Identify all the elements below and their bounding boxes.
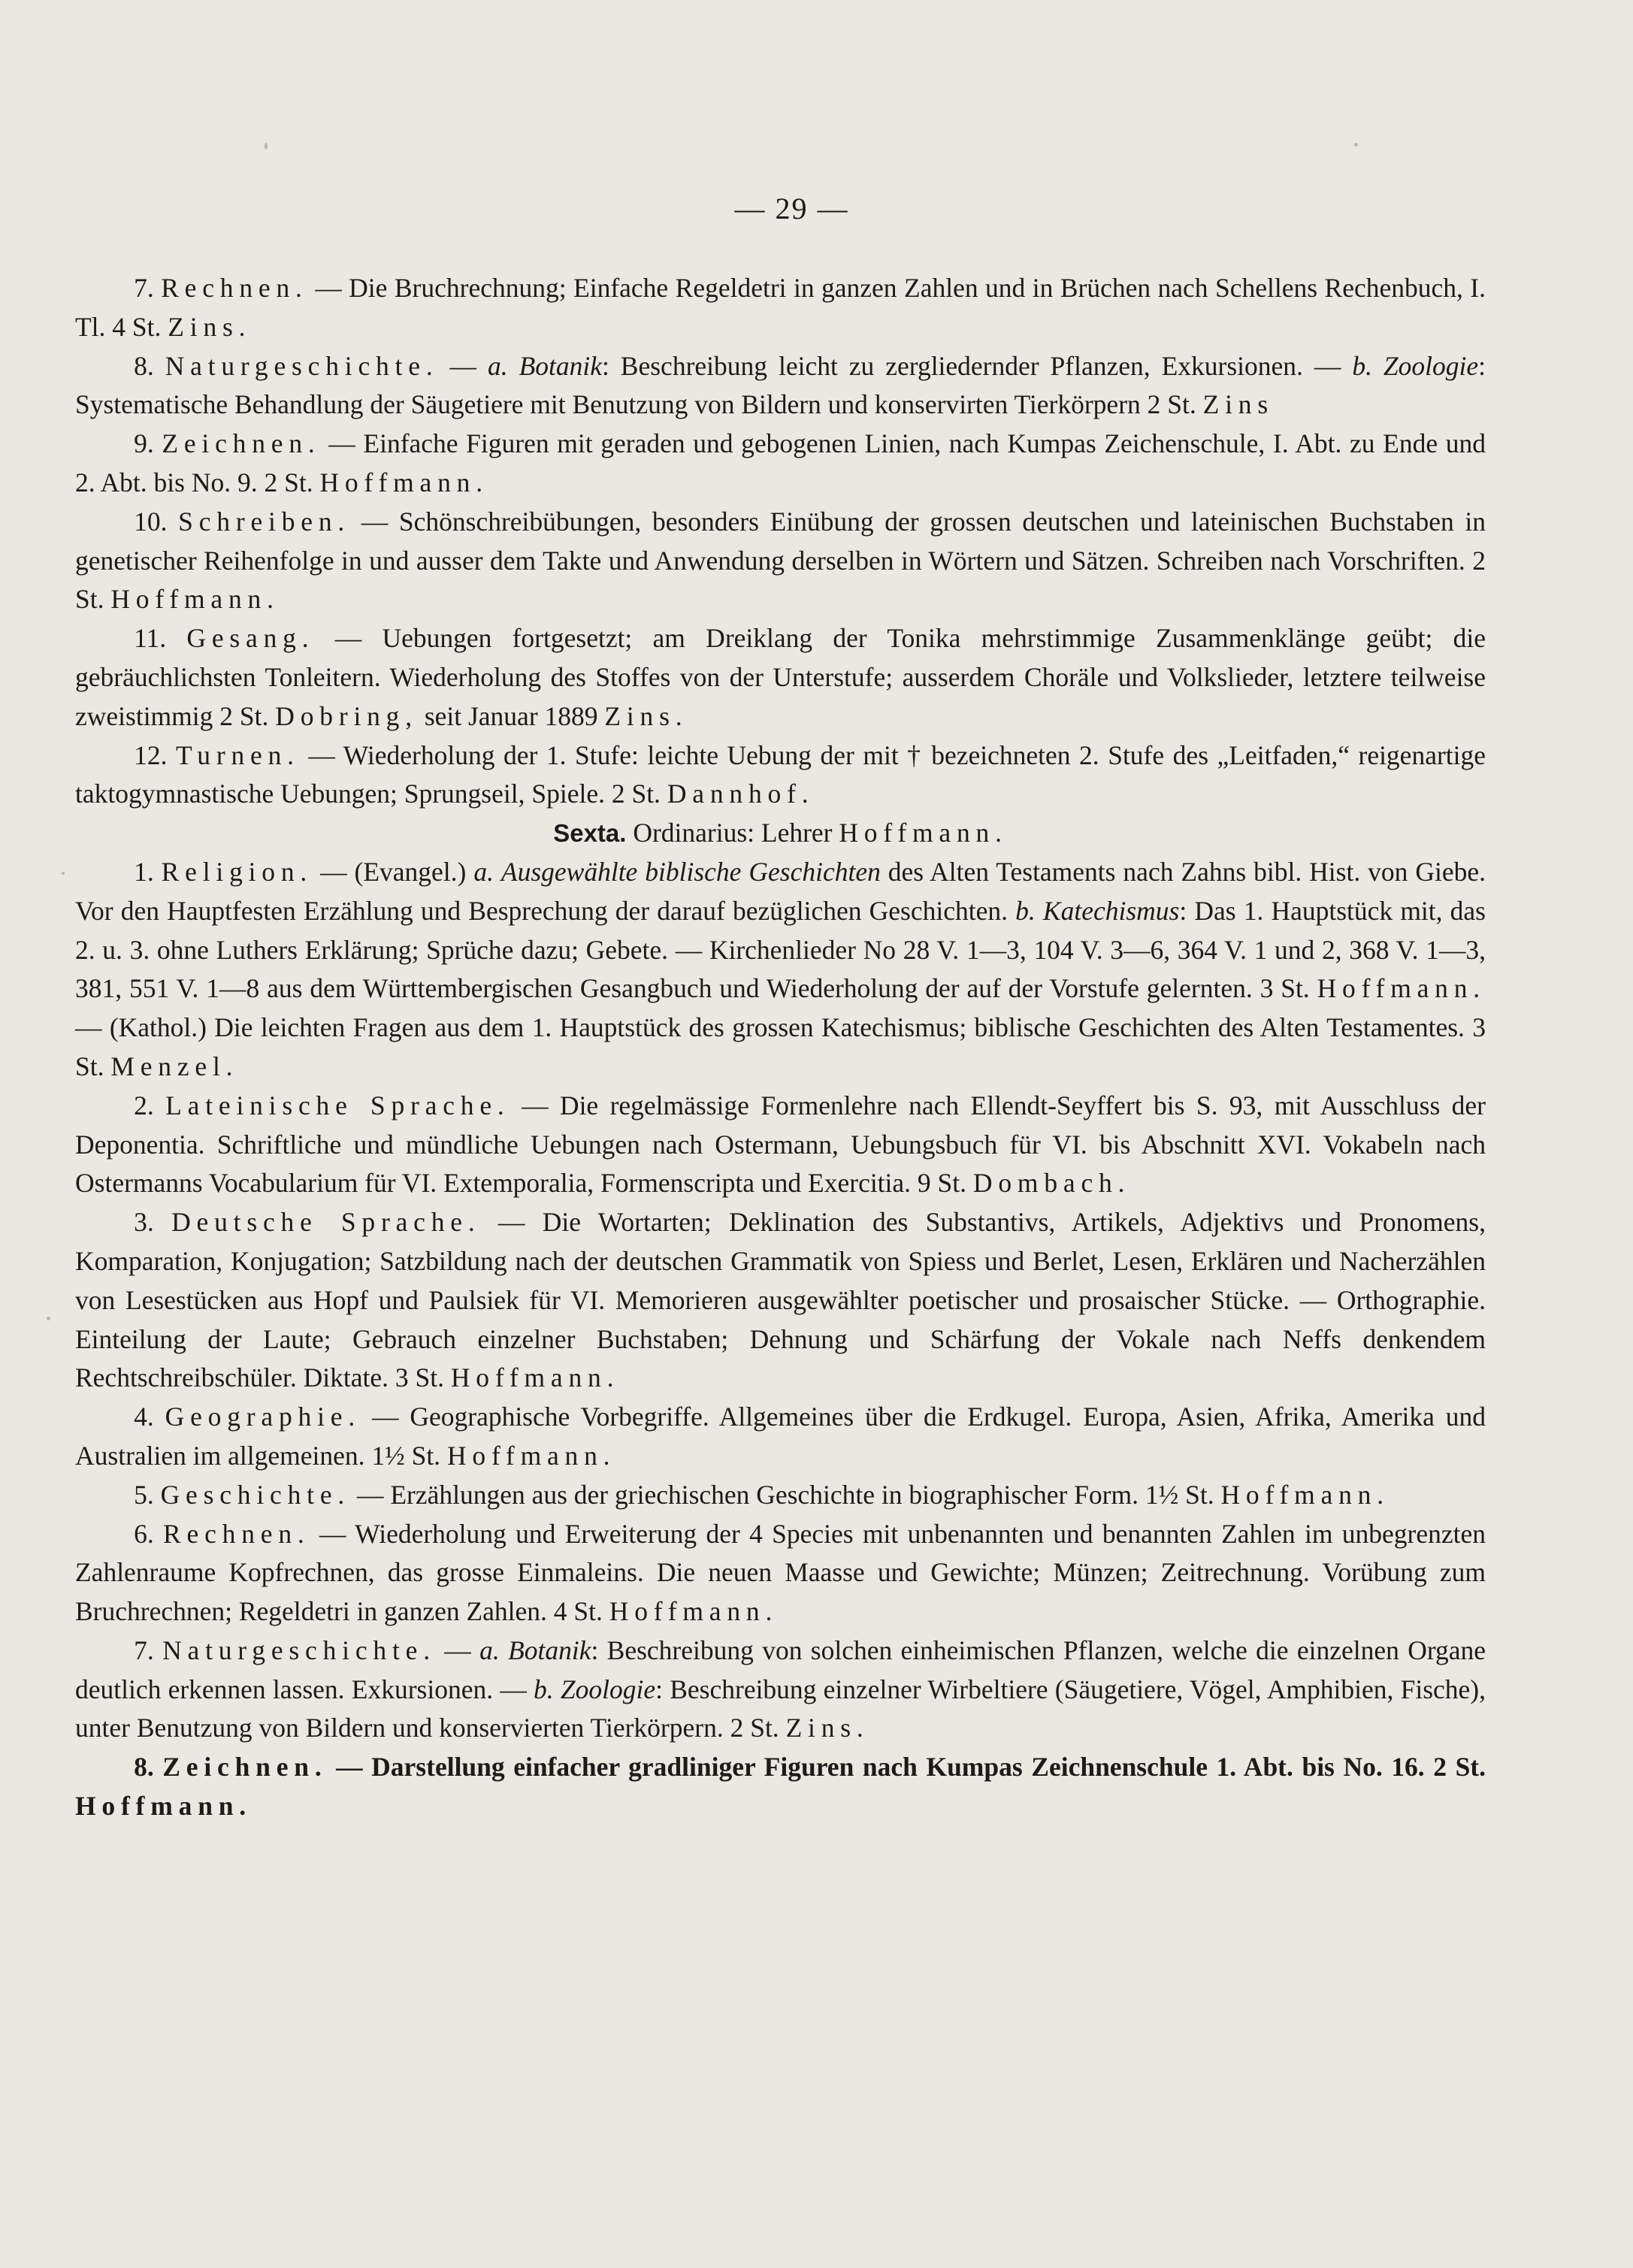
- scan-speck: [62, 872, 65, 875]
- subject-label: Zeichnen.: [162, 1752, 328, 1783]
- paragraph-turnen-1: 12. Turnen. — Wiederholung der 1. Stufe: leichte Uebung der mit † bezeichneten 2. Stufe des „Leitfaden,“ reigenartige taktogymnastische Uebungen; Sprungseil, Spiele. 2 St. Dannhof.: [75, 739, 1486, 809]
- teacher-name: Zins: [1202, 389, 1274, 420]
- teacher-name: Dombach.: [972, 1168, 1131, 1199]
- paragraph-geographie: 4. Geographie. — Geographische Vorbegriffe. Allgemeines über die Erdkugel. Europa, Asien, Afrika, Amerika und Australien im allgemeinen. 1½ St. Hoffmann.: [75, 1402, 1486, 1471]
- paragraph-latein: 2. Lateinische Sprache. — Die regelmässige Formenlehre nach Ellendt-Seyffert bis S. 93, mit Ausschluss der Deponentia. Schriftliche und mündliche Uebungen nach Ostermann, Uebungsbuch für VI. bis Abschnitt XVI. Vokabeln nach Ostermanns Vocabularium für VI. Extemporalia, Formenscripta und Exercitia. 9 St. Dombach.: [75, 1090, 1486, 1199]
- subject-label: Schreiben.: [178, 506, 351, 537]
- teacher-name: Hoffmann.: [450, 1362, 620, 1393]
- subject-label: Turnen.: [176, 739, 300, 770]
- teacher-name: Dannhof.: [667, 779, 815, 809]
- paragraph-rechnen-1: 7. Rechnen. — Die Bruchrechnung; Einfache Regeldetri in ganzen Zahlen und in Brüchen nach Schellens Rechenbuch, I. Tl. 4 St. Zins.: [75, 273, 1486, 342]
- paragraph-rechnen-2: 6. Rechnen. — Wiederholung und Erweiterung der 4 Species mit unbenannten und benannten Zahlen im unbegrenzten Zahlenraume Kopfrechnen, das grosse Einmaleins. Die neuen Maasse und Gewichte; Münzen; Zeitrechnung. Vorübung zum Bruchrechnen; Regeldetri in ganzen Zahlen. 4 St. Hoffmann.: [75, 1518, 1486, 1627]
- subject-label: Rechnen.: [161, 273, 308, 303]
- teacher-name: Zins.: [604, 700, 688, 731]
- paragraph-zeichnen-1: 9. Zeichnen. — Einfache Figuren mit geraden und gebogenen Linien, nach Kumpas Zeichenschule, I. Abt. zu Ende und 2. Abt. bis No. 9. 2 St. Hoffmann.: [75, 428, 1486, 497]
- subject-label: Geographie.: [165, 1402, 361, 1432]
- subject-label: Naturgeschichte.: [162, 1634, 436, 1665]
- paragraph-zeichnen-2: 8. Zeichnen. — Darstellung einfacher gradliniger Figuren nach Kumpas Zeichnenschule 1. Abt. bis No. 16. 2 St. Hoffmann.: [75, 1752, 1486, 1822]
- scan-speck: [47, 1317, 50, 1320]
- teacher-name: Menzel.: [110, 1051, 239, 1081]
- teacher-name: Hoffmann.: [446, 1440, 616, 1471]
- paragraph-religion: 1. Religion. — (Evangel.) a. Ausgewählte biblische Geschichten des Alten Testaments nach Zahns bibl. Hist. von Giebe. Vor den Hauptfesten Erzählung und Besprechung der darauf bezüglichen Geschichten. b. Katechismus: Das 1. Hauptstück mit, das 2. u. 3. ohne Luthers Erklärung; Sprüche dazu; Gebete. — Kirchenlieder No 28 V. 1—3, 104 V. 3—6, 364 V. 1 und 2, 368 V. 1—3, 381, 551 V. 1—8 aus dem Württembergischen Gesangbuch und Wiederholung der auf der Vorstufe gelernten. 3 St. Hoffmann. — (Kathol.) Die leichten Fragen aus dem 1. Hauptstück des grossen Katechismus; biblische Geschichten des Alten Testamentes. 3 St. Menzel.: [75, 856, 1486, 1081]
- paragraph-gesang-1: 11. Gesang. — Uebungen fortgesetzt; am Dreiklang der Tonika mehrstimmige Zusammenklänge geübt; die gebräuchlichsten Tonleitern. Wiederholung des Stoffes von der Unterstufe; ausserdem Choräle und Volkslieder, letztere teilweise zweistimmig 2 St. Dobring, seit Januar 1889 Zins.: [75, 623, 1486, 731]
- teacher-name: Hoffmann.: [319, 467, 488, 497]
- teacher-name: Hoffmann.: [1317, 973, 1486, 1004]
- section-heading-sexta: Sexta. Ordinarius: Lehrer Hoffmann.: [553, 818, 1008, 848]
- page-number: — 29 —: [734, 192, 849, 225]
- subject-label: Rechnen.: [163, 1518, 310, 1549]
- subject-label: Geschichte.: [160, 1479, 351, 1510]
- subject-label: Gesang.: [186, 623, 315, 654]
- teacher-name: Zins.: [785, 1713, 869, 1743]
- subject-label: Lateinische Sprache.: [165, 1090, 510, 1120]
- paragraph-deutsch: 3. Deutsche Sprache. — Die Wortarten; Deklination des Substantivs, Artikels, Adjektivs und Pronomens, Komparation, Konjugation; Satzbildung nach der deutschen Grammatik von Spiess und Berlet, Lesen, Erklären und Nacherzählen von Lesestücken aus Hopf und Paulsiek für VI. Memorieren ausgewählter poetischer und prosaischer Stücke. — Orthographie. Einteilung der Laute; Gebrauch einzelner Buchstaben; Dehnung und Schärfung der Vokale nach Neffs denkendem Rechtschreibschüler. Diktate. 3 St. Hoffmann.: [75, 1207, 1486, 1393]
- teacher-name: Hoffmann.: [110, 584, 280, 615]
- teacher-name: Dobring,: [275, 700, 418, 731]
- paragraph-naturgeschichte-2: 7. Naturgeschichte. — a. Botanik: Beschreibung von solchen einheimischen Pflanzen, welche die einzelnen Organe deutlich erkennen lassen. Exkursionen. — b. Zoologie: Beschreibung einzelner Wirbeltiere (Säugetiere, Vögel, Amphibien, Fische), unter Benutzung von Bildern und konservierten Tierkörpern. 2 St. Zins.: [75, 1634, 1486, 1743]
- scan-speck: [1354, 143, 1358, 147]
- scan-speck: [265, 143, 268, 150]
- teacher-name: Hoffmann.: [1220, 1479, 1390, 1510]
- subject-label: Deutsche Sprache.: [171, 1207, 481, 1238]
- subject-label: Zeichnen.: [162, 428, 321, 459]
- paragraph-geschichte: 5. Geschichte. — Erzählungen aus der griechischen Geschichte in biographischer Form. 1½ St. Hoffmann.: [134, 1479, 1390, 1510]
- paragraph-schreiben-1: 10. Schreiben. — Schönschreibübungen, besonders Einübung der grossen deutschen und lateinischen Buchstaben in genetischer Reihenfolge in und ausser dem Takte und Anwendung derselben in Wörtern und Sätzen. Schreiben nach Vorschriften. 2 St. Hoffmann.: [75, 506, 1486, 615]
- paragraph-naturgeschichte-1: 8. Naturgeschichte. — a. Botanik: Beschreibung leicht zu zergliedernder Pflanzen, Exkursionen. — b. Zoologie: Systematische Behandlung der Säugetiere mit Benutzung von Bildern und konservirten Tierkörpern 2 St. Zins: [75, 350, 1486, 420]
- section-title: Sexta.: [553, 819, 627, 848]
- teacher-name: Zins.: [168, 311, 252, 342]
- subject-label: Naturgeschichte.: [165, 350, 439, 381]
- teacher-name: Hoffmann.: [609, 1596, 779, 1627]
- teacher-name: Hoffmann.: [839, 818, 1008, 848]
- subject-label: Religion.: [161, 856, 313, 887]
- teacher-name: Hoffmann.: [75, 1791, 252, 1822]
